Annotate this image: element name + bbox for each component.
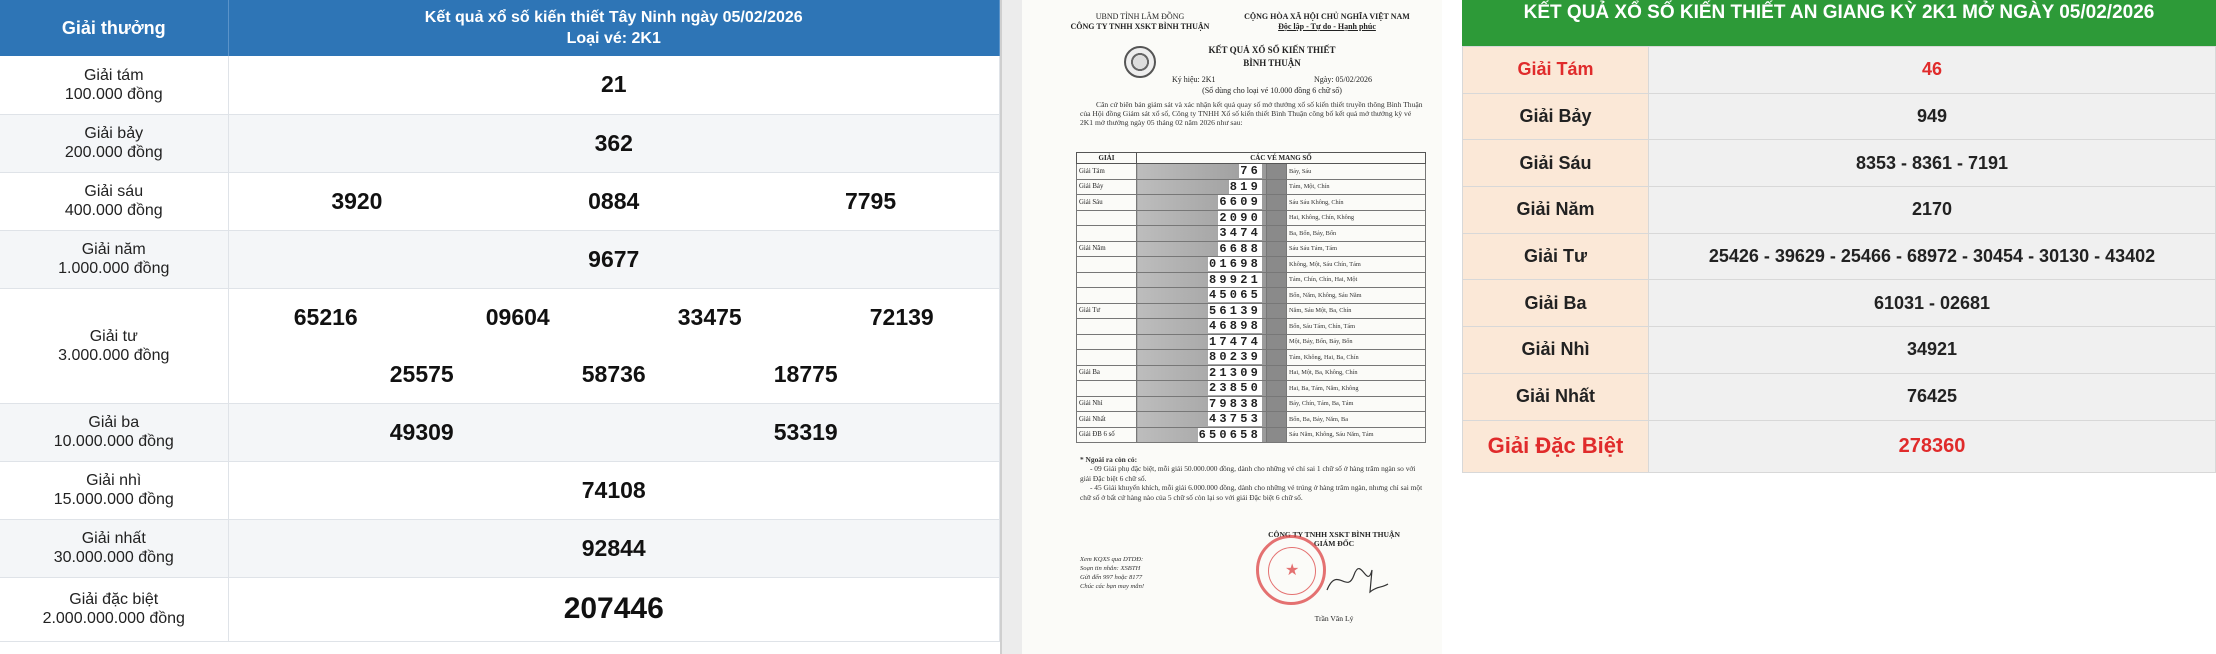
prize-label [0, 56, 228, 114]
sheet-number: 21309 [1208, 365, 1261, 380]
sheet-prize-label [1077, 210, 1137, 226]
prize-amount: 30.000.000 đồng [53, 549, 174, 566]
tay-ninh-results-panel [0, 0, 1000, 654]
sheet-row [1077, 319, 1426, 335]
ag-prize-row [1463, 280, 2216, 327]
prize-numbers [228, 56, 1000, 114]
doc-note-line: (Sổ dùng cho loại vé 10.000 đồng 6 chữ số) [1202, 86, 1342, 95]
sheet-row [1077, 396, 1426, 412]
prize-row-2 [0, 461, 1000, 519]
sheet-row [1077, 350, 1426, 366]
sheet-number-words: Hai, Ba, Tám, Năm, Không [1287, 381, 1426, 397]
sheet-prize-label [1077, 226, 1137, 242]
ag-prize-row [1463, 373, 2216, 420]
sheet-row [1077, 427, 1426, 443]
doc-header-right [1227, 12, 1427, 32]
col-header-prize: GIẢI [1077, 153, 1137, 164]
doc-meta [1172, 74, 1372, 96]
prize-numbers [228, 403, 1000, 461]
ag-prize-label: Giải Tư [1463, 233, 1649, 280]
sheet-number-cell [1137, 381, 1267, 397]
sheet-number-cell [1137, 350, 1267, 366]
tay-ninh-ticket-type: Loại vé: 2K1 [566, 30, 661, 47]
company-signature-block [1234, 530, 1434, 548]
prize-amount: 200.000 đồng [64, 144, 163, 161]
ag-prize-value: 61031 - 02681 [1649, 280, 2216, 327]
prize-row-3 [0, 403, 1000, 461]
prize-numbers [228, 461, 1000, 519]
sheet-shade [1267, 334, 1287, 350]
sheet-shade [1267, 257, 1287, 273]
ag-prize-row [1463, 47, 2216, 94]
company-name: CÔNG TY TNHH XSKT BÌNH THUẬN [1268, 530, 1400, 539]
prize-row-5 [0, 230, 1000, 288]
sheet-number: 56139 [1208, 303, 1261, 318]
sheet-row [1077, 412, 1426, 428]
prize-numbers [228, 519, 1000, 577]
sheet-number: 6688 [1219, 241, 1261, 256]
sms-line: Chúc các bạn may mắn! [1080, 583, 1145, 590]
winning-number: 53319 [773, 418, 838, 445]
sheet-number-cell [1137, 210, 1267, 226]
sheet-number-cell [1137, 396, 1267, 412]
prize-name: Giải bảy [84, 125, 144, 142]
sheet-shade [1267, 396, 1287, 412]
sheet-number: 89921 [1208, 272, 1261, 287]
sheet-number: 23850 [1208, 381, 1261, 396]
prize-label [0, 114, 228, 172]
tay-ninh-title [228, 0, 1000, 56]
sheet-number-words: Bốn, Ba, Bảy, Năm, Ba [1287, 412, 1426, 428]
an-giang-title: KẾT QUẢ XỔ SỐ KIẾN THIẾT AN GIANG KỲ 2K1 MỞ NGÀY 05/02/2026 [1462, 0, 2216, 46]
signer-name: Trần Văn Lý [1314, 614, 1354, 623]
sheet-row [1077, 210, 1426, 226]
special-number: 207446 [563, 592, 664, 625]
sheet-shade [1267, 164, 1287, 180]
sheet-prize-label: Giải Tám [1077, 164, 1137, 180]
sheet-shade [1267, 288, 1287, 304]
sheet-prize-label: Giải Năm [1077, 241, 1137, 257]
prize-row-1 [0, 519, 1000, 577]
ag-prize-value: 46 [1649, 47, 2216, 94]
ag-prize-row [1463, 140, 2216, 187]
sheet-number-words: Sáu Sáu Tám, Tám [1287, 241, 1426, 257]
prize-amount: 400.000 đồng [64, 202, 163, 219]
handwritten-signature-icon [1322, 560, 1392, 600]
sheet-row [1077, 288, 1426, 304]
sheet-shade [1267, 272, 1287, 288]
ag-prize-value: 8353 - 8361 - 7191 [1649, 140, 2216, 187]
ag-prize-value: 34921 [1649, 327, 2216, 374]
prize-numbers [228, 230, 1000, 288]
tay-ninh-title-text: Kết quả xổ số kiến thiết Tây Ninh ngày 05/02/2026 [424, 9, 803, 26]
sheet-number: 3474 [1219, 226, 1261, 241]
winning-number: 21 [600, 71, 627, 98]
prize-row-6 [0, 172, 1000, 230]
prize-amount: 1.000.000 đồng [58, 260, 170, 277]
sheet-row [1077, 334, 1426, 350]
red-seal-stamp-icon [1256, 535, 1326, 605]
sheet-shade [1267, 412, 1287, 428]
ag-prize-label: Giải Sáu [1463, 140, 1649, 187]
sheet-row [1077, 303, 1426, 319]
sheet-number-words: Một, Bảy, Bốn, Bảy, Bốn [1287, 334, 1426, 350]
sheet-prize-label: Giải Sáu [1077, 195, 1137, 211]
prize-label [0, 519, 228, 577]
ngay: Ngày: 05/02/2026 [1314, 75, 1372, 84]
prize-name: Giải tư [89, 327, 138, 345]
sheet-row [1077, 257, 1426, 273]
prize-label [0, 577, 228, 641]
sheet-number: 819 [1229, 179, 1261, 194]
sheet-number: 79838 [1208, 396, 1261, 411]
sheet-row [1077, 226, 1426, 242]
prize-amount: 15.000.000 đồng [53, 491, 174, 508]
note-line: - 09 Giải phụ đặc biệt, mỗi giải 50.000.000 đồng, dành cho những vé chỉ sai 1 chữ số ở hàng trăm ngàn so với giải Đặc biệt 6 chữ số. [1080, 464, 1416, 483]
sheet-number-words: Tám, Chín, Chín, Hai, Một [1287, 272, 1426, 288]
doc-title-line: BÌNH THUẬN [1243, 58, 1301, 68]
sheet-shade [1267, 195, 1287, 211]
sheet-prize-label [1077, 350, 1137, 366]
sheet-row [1077, 164, 1426, 180]
sheet-prize-label: Giải Nhất [1077, 412, 1137, 428]
ag-prize-row [1463, 187, 2216, 234]
doc-header-left [1070, 12, 1210, 32]
sheet-number-cell [1137, 179, 1267, 195]
sheet-number-words: Hai, Không, Chín, Không [1287, 210, 1426, 226]
sheet-number-cell [1137, 288, 1267, 304]
prize-amount: 2.000.000.000 đồng [42, 610, 185, 627]
ag-prize-value: 949 [1649, 93, 2216, 140]
sheet-prize-label: Giải Tư [1077, 303, 1137, 319]
prize-numbers [228, 577, 1000, 641]
ag-prize-label: Giải Tám [1463, 47, 1649, 94]
sheet-prize-label: Giải ĐB 6 số [1077, 427, 1137, 443]
prize-label [0, 288, 228, 403]
sheet-prize-label [1077, 257, 1137, 273]
ag-prize-row [1463, 233, 2216, 280]
sms-line: Soạn tin nhắn: XSBTH [1080, 565, 1141, 572]
ag-prize-row [1463, 93, 2216, 140]
winning-number: 49309 [389, 418, 454, 445]
sheet-number-cell [1137, 241, 1267, 257]
sheet-number: 45065 [1208, 288, 1261, 303]
doc-title-line: KẾT QUẢ XỔ SỐ KIẾN THIẾT [1208, 45, 1336, 55]
sheet-number-cell [1137, 365, 1267, 381]
sheet-number-words: Sáu Sáu Không, Chín [1287, 195, 1426, 211]
sheet-shade [1267, 365, 1287, 381]
sheet-number-cell [1137, 412, 1267, 428]
sheet-number-words: Ba, Bốn, Bảy, Bốn [1287, 226, 1426, 242]
sheet-number: 80239 [1208, 350, 1261, 365]
sheet-shade [1267, 241, 1287, 257]
ag-prize-label: Giải Ba [1463, 280, 1649, 327]
note-line: - 45 Giải khuyến khích, mỗi giải 6.000.000 đồng, dành cho những vé trúng ở hàng trăm ngàn, nhưng chỉ sai một chữ số ở bất cứ hàng nào của 5 chữ số còn lại so với giải Đặc biệt 6 chữ số. [1080, 483, 1423, 502]
prize-name: Giải sáu [84, 183, 144, 200]
sheet-number-cell [1137, 226, 1267, 242]
sheet-number-cell [1137, 272, 1267, 288]
sheet-number: 2090 [1219, 210, 1261, 225]
prize-label [0, 403, 228, 461]
sheet-number-cell [1137, 334, 1267, 350]
sheet-shade [1267, 303, 1287, 319]
sheet-prize-label: Giải Nhì [1077, 396, 1137, 412]
prize-numbers [228, 114, 1000, 172]
winning-number: 92844 [581, 534, 646, 561]
ky-hieu: Ký hiệu: 2K1 [1172, 75, 1216, 84]
an-giang-panel [1462, 0, 2216, 654]
sheet-prize-label: Giải Ba [1077, 365, 1137, 381]
sheet-prize-label [1077, 272, 1137, 288]
sheet-prize-label [1077, 381, 1137, 397]
prize-name: Giải ba [88, 414, 140, 431]
sheet-number-words: Sáu Năm, Không, Sáu Năm, Tám [1287, 427, 1426, 443]
sheet-number-cell [1137, 257, 1267, 273]
director-title: GIÁM ĐỐC [1313, 539, 1355, 548]
winning-number: 25575 [389, 360, 454, 387]
sheet-row [1077, 272, 1426, 288]
prize-name: Giải nhất [81, 530, 146, 547]
winning-number: 362 [594, 129, 633, 156]
sheet-number: 01698 [1208, 257, 1261, 272]
winning-number: 33475 [677, 303, 742, 330]
ag-prize-label: Giải Bảy [1463, 93, 1649, 140]
sheet-number-words: Tám, Một, Chín [1287, 179, 1426, 195]
sheet-number-words: Hai, Một, Ba, Không, Chín [1287, 365, 1426, 381]
sheet-number: 17474 [1208, 334, 1261, 349]
winning-number: 3920 [331, 187, 383, 214]
sheet-number-cell [1137, 303, 1267, 319]
sheet-row [1077, 381, 1426, 397]
sheet-number-words: Tám, Không, Hai, Ba, Chín [1287, 350, 1426, 366]
sheet-row [1077, 195, 1426, 211]
sheet-number-words: Bốn, Sáu Tám, Chín, Tám [1287, 319, 1426, 335]
an-giang-results-table [1462, 46, 2216, 473]
sheet-number-cell [1137, 427, 1267, 443]
sheet-number-words: Bảy, Sáu [1287, 164, 1426, 180]
winning-number: 74108 [581, 476, 646, 503]
sheet-number-words: Năm, Sáu Một, Ba, Chín [1287, 303, 1426, 319]
prize-label [0, 172, 228, 230]
winning-number: 0884 [588, 187, 640, 214]
company-logo-icon [1124, 46, 1156, 78]
ag-prize-value: 278360 [1649, 420, 2216, 472]
prize-label [0, 230, 228, 288]
winning-number: 09604 [485, 303, 550, 330]
sheet-number-cell [1137, 164, 1267, 180]
sheet-number-cell [1137, 195, 1267, 211]
sheet-shade [1267, 427, 1287, 443]
sheet-shade [1267, 381, 1287, 397]
scanned-document [1022, 0, 1442, 654]
sheet-number-words: Bốn, Năm, Không, Sáu Năm [1287, 288, 1426, 304]
sheet-prize-label [1077, 319, 1137, 335]
binh-thuan-results-sheet [1076, 152, 1426, 443]
ag-prize-label: Giải Đặc Biệt [1463, 420, 1649, 472]
ag-prize-label: Giải Nhì [1463, 327, 1649, 374]
sheet-number: 43753 [1208, 412, 1261, 427]
sms-line: Xem KQXS qua DTDĐ: [1080, 556, 1144, 563]
ag-prize-row [1463, 420, 2216, 472]
prize-name: Giải nhì [86, 472, 142, 489]
note-line: * Ngoài ra còn có: [1080, 455, 1138, 464]
sms-line: Gửi đến 997 hoặc 8177 [1080, 574, 1143, 581]
sheet-shade [1267, 350, 1287, 366]
winning-number: 65216 [293, 303, 358, 330]
ag-prize-value: 76425 [1649, 373, 2216, 420]
winning-number: 18775 [773, 360, 838, 387]
ag-prize-label: Giải Năm [1463, 187, 1649, 234]
winning-number: 58736 [581, 360, 646, 387]
sheet-number: 46898 [1208, 319, 1261, 334]
prize-row-7 [0, 114, 1000, 172]
prize-column-header: Giải thưởng [0, 0, 228, 56]
header-line: CỘNG HÒA XÃ HỘI CHỦ NGHĨA VIỆT NAM [1244, 12, 1410, 21]
sheet-prize-label [1077, 288, 1137, 304]
prize-row-special [0, 577, 1000, 641]
sheet-shade [1267, 319, 1287, 335]
sheet-prize-label [1077, 334, 1137, 350]
ag-prize-value: 25426 - 39629 - 25466 - 68972 - 30454 - 30130 - 43402 [1649, 233, 2216, 280]
prize-row-8 [0, 56, 1000, 114]
sheet-row [1077, 241, 1426, 257]
prize-name: Giải tám [83, 66, 144, 84]
prize-amount: 3.000.000 đồng [58, 346, 170, 364]
sms-info [1080, 555, 1200, 591]
prize-label [0, 461, 228, 519]
header-line: Độc lập - Tự do - Hạnh phúc [1278, 22, 1376, 31]
tay-ninh-results-table [0, 0, 1000, 642]
sheet-number-words: Không, Một, Sáu Chín, Tám [1287, 257, 1426, 273]
header-line: UBND TỈNH LÂM ĐỒNG [1095, 12, 1185, 21]
prize-numbers [228, 288, 1000, 403]
binh-thuan-panel [1000, 0, 1440, 654]
prize-amount: 10.000.000 đồng [53, 433, 174, 450]
doc-notes [1080, 455, 1425, 502]
prize-row-4 [0, 288, 1000, 403]
sheet-number: 650658 [1198, 427, 1261, 442]
prize-numbers [228, 172, 1000, 230]
sheet-number-cell [1137, 319, 1267, 335]
sheet-row [1077, 365, 1426, 381]
winning-number: 9677 [588, 245, 640, 272]
sheet-number: 6609 [1219, 195, 1261, 210]
doc-title [1172, 44, 1372, 70]
winning-number: 7795 [844, 187, 897, 214]
winning-number: 72139 [869, 303, 934, 330]
sheet-shade [1267, 226, 1287, 242]
ag-prize-label: Giải Nhất [1463, 373, 1649, 420]
doc-intro: Căn cứ biên bản giám sát và xác nhận kết quả quay số mở thưởng xổ số kiến thiết truyền thông Bình Thuận của Hội đồng Giám sát xổ số, Công ty TNHH Xổ số kiến thiết Bình Thuận công bố kết quả mở thưởng kỳ vé 2K1 mở thưởng ngày 05 tháng 02 năm 2026 như sau: [1080, 100, 1423, 128]
ag-prize-value: 2170 [1649, 187, 2216, 234]
prize-amount: 100.000 đồng [64, 85, 163, 103]
sheet-shade [1267, 210, 1287, 226]
col-header-numbers: CÁC VÉ MANG SỐ [1137, 153, 1426, 164]
prize-name: Giải đặc biệt [69, 591, 159, 608]
prize-name: Giải năm [81, 241, 146, 258]
sheet-row [1077, 179, 1426, 195]
header-line: CÔNG TY TNHH XSKT BÌNH THUẬN [1070, 22, 1210, 31]
sheet-prize-label: Giải Bảy [1077, 179, 1137, 195]
sheet-number: 76 [1240, 164, 1261, 179]
sheet-number-words: Bảy, Chín, Tám, Ba, Tám [1287, 396, 1426, 412]
ag-prize-row [1463, 327, 2216, 374]
sheet-shade [1267, 179, 1287, 195]
